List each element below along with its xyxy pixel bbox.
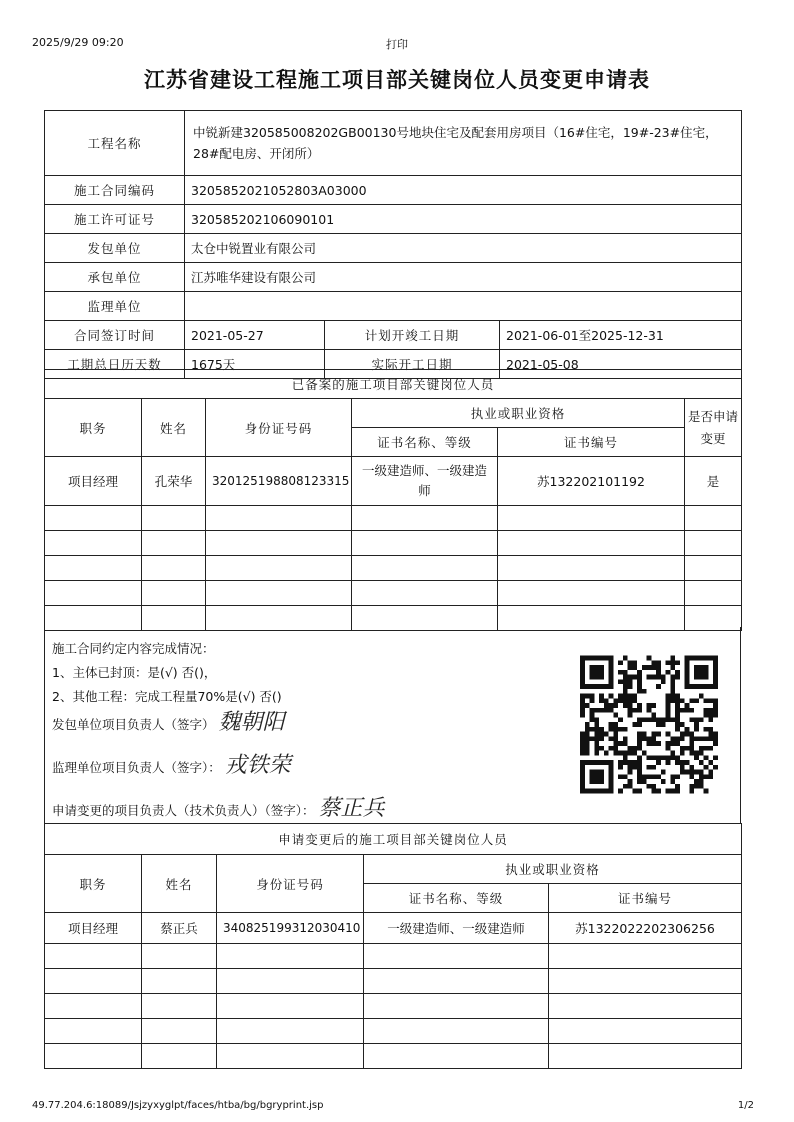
project-info-table [44, 110, 742, 379]
table-row [45, 944, 742, 969]
filed-col-position: 职务 [45, 399, 142, 457]
filed-col-id: 身份证号码 [206, 399, 352, 457]
supervisor-value [185, 292, 742, 321]
filed-personnel-table [44, 369, 742, 631]
client-signature: 魏朝阳 [218, 710, 285, 735]
table-row [45, 913, 742, 944]
print-label: 打印 [386, 38, 408, 51]
filed-row-name: 孔荣华 [142, 457, 206, 506]
table-row [45, 1019, 742, 1044]
client-sign-row [52, 705, 285, 736]
page-number: 1/2 [737, 1100, 754, 1111]
new-col-position: 职务 [45, 855, 142, 913]
table-row [45, 581, 742, 606]
new-col-qual: 执业或职业资格 [364, 855, 742, 884]
contract-no-value: 3205852021052803A03000 [185, 176, 742, 205]
total-days-label: 工期总日历天数 [45, 350, 185, 379]
filed-row-cert-name: 一级建造师、一级建造师 [352, 457, 498, 506]
qr-code-icon [580, 652, 718, 797]
permit-no-label: 施工许可证号 [45, 205, 185, 234]
new-personnel-table [44, 823, 742, 1069]
supervisor-sign-label: 监理单位项目负责人（签字）： [52, 760, 221, 775]
tech-sign-row [52, 791, 385, 822]
plan-date-value: 2021-06-01至2025-12-31 [500, 321, 742, 350]
completion-line-2: 2、其他工程：完成工程量70%是(√) 否() [52, 689, 282, 704]
new-row-position: 项目经理 [45, 913, 142, 944]
new-row-id: 340825199312030410 [217, 913, 364, 944]
client-label: 发包单位 [45, 234, 185, 263]
filed-row-position: 项目经理 [45, 457, 142, 506]
print-datetime: 2025/9/29 09:20 [32, 36, 124, 49]
filed-col-cert-no: 证书编号 [498, 428, 685, 457]
filed-row-cert-no: 苏132202101192 [498, 457, 685, 506]
new-col-cert-no: 证书编号 [549, 884, 742, 913]
actual-start-value: 2021-05-08 [500, 350, 742, 379]
contractor-label: 承包单位 [45, 263, 185, 292]
new-col-name: 姓名 [142, 855, 217, 913]
contract-no-label: 施工合同编码 [45, 176, 185, 205]
table-row [45, 556, 742, 581]
filed-col-cert-name: 证书名称、等级 [352, 428, 498, 457]
permit-no-value: 320585202106090101 [185, 205, 742, 234]
filed-col-change: 是否申请变更 [685, 399, 742, 457]
filed-section-title: 已备案的施工项目部关键岗位人员 [45, 370, 742, 399]
new-col-id: 身份证号码 [217, 855, 364, 913]
completion-heading: 施工合同约定内容完成情况： [52, 641, 215, 656]
table-row [45, 531, 742, 556]
tech-signature: 蔡正兵 [318, 796, 385, 821]
completion-section [44, 627, 741, 823]
total-days-value: 1675天 [185, 350, 325, 379]
contractor-value: 江苏唯华建设有限公司 [185, 263, 742, 292]
sign-date-label: 合同签订时间 [45, 321, 185, 350]
plan-date-label: 计划开竣工日期 [325, 321, 500, 350]
supervisor-sign-row [52, 748, 291, 779]
sign-date-value: 2021-05-27 [185, 321, 325, 350]
table-row [45, 506, 742, 531]
page-url: 49.77.204.6:18089/Jsjzyxyglpt/faces/htba/bg/bgryprint.jsp [32, 1100, 324, 1111]
supervisor-signature: 戎铁荣 [224, 753, 291, 778]
new-row-cert-name: 一级建造师、一级建造师 [364, 913, 549, 944]
table-row [45, 969, 742, 994]
page-title: 江苏省建设工程施工项目部关键岗位人员变更申请表 [144, 68, 650, 92]
filed-col-qual: 执业或职业资格 [352, 399, 685, 428]
supervisor-label: 监理单位 [45, 292, 185, 321]
new-row-cert-no: 苏1322022202306256 [549, 913, 742, 944]
completion-line-1: 1、主体已封顶：是(√) 否()， [52, 665, 217, 680]
filed-col-name: 姓名 [142, 399, 206, 457]
project-name-value: 中锐新建320585008202GB00130号地块住宅及配套用房项目（16#住宅，19#-23#住宅，28#配电房、开闭所） [185, 111, 742, 176]
filed-row-change: 是 [685, 457, 742, 506]
new-col-cert-name: 证书名称、等级 [364, 884, 549, 913]
project-name-label: 工程名称 [45, 111, 185, 176]
new-section-title: 申请变更后的施工项目部关键岗位人员 [45, 824, 742, 855]
actual-start-label: 实际开工日期 [325, 350, 500, 379]
client-value: 太仓中锐置业有限公司 [185, 234, 742, 263]
client-sign-label: 发包单位项目负责人（签字） [52, 717, 215, 732]
filed-row-id: 320125198808123315 [206, 457, 352, 506]
table-row [45, 1044, 742, 1069]
tech-sign-label: 申请变更的项目负责人（技术负责人）（签字）： [52, 803, 315, 818]
new-row-name: 蔡正兵 [142, 913, 217, 944]
table-row [45, 994, 742, 1019]
table-row [45, 457, 742, 506]
